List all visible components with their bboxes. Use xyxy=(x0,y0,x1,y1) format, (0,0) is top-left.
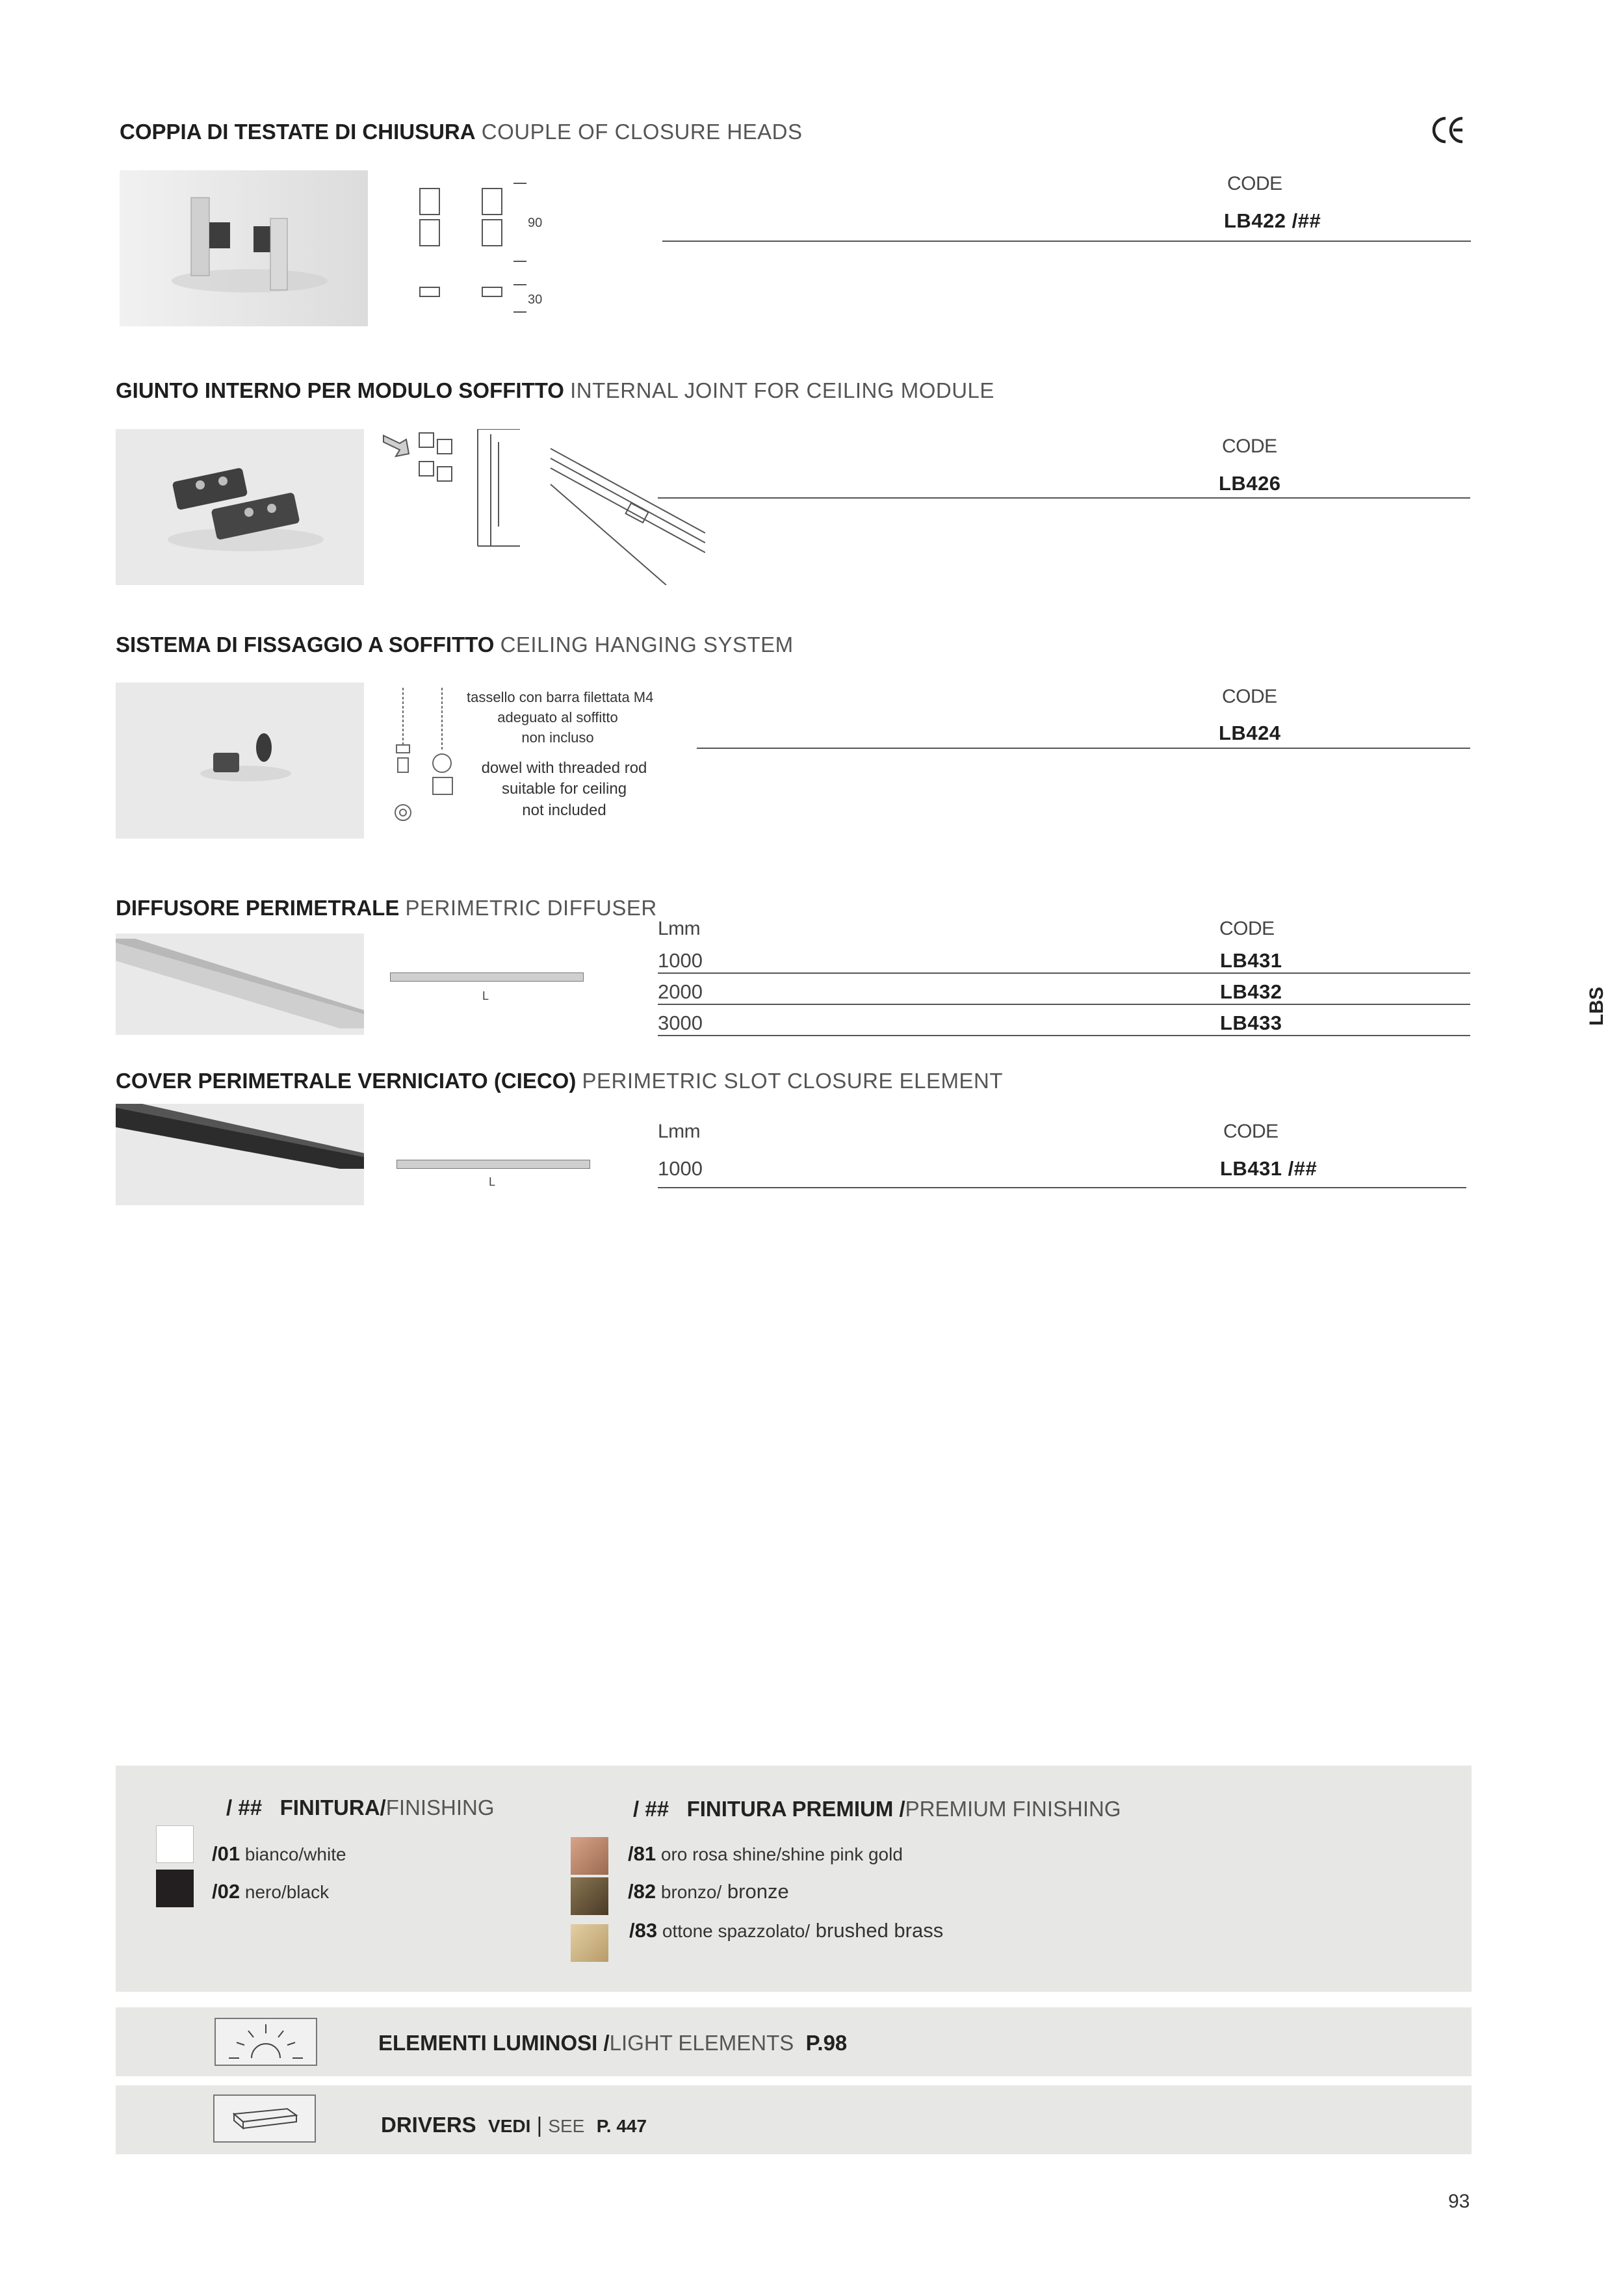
code-label: CODE xyxy=(1219,918,1275,939)
ce-mark-icon xyxy=(1430,112,1466,148)
bar-page-ref: P. 447 xyxy=(596,2116,647,2136)
finish-item-83 xyxy=(629,1919,943,1942)
finishing-premium-title xyxy=(633,1797,1121,1821)
section-title-internal-joint xyxy=(116,378,994,403)
note-line: non incluso xyxy=(521,729,594,746)
technical-drawing-closure-heads xyxy=(409,182,559,319)
finish-name: nero/black xyxy=(244,1882,330,1902)
product-photo-hanging-system xyxy=(116,683,364,839)
product-code: LB424 xyxy=(1219,722,1281,744)
finish-item-81 xyxy=(628,1842,903,1866)
code-label: CODE xyxy=(1227,173,1282,194)
technical-drawing-internal-joint xyxy=(380,429,705,585)
bar-title-it: ELEMENTI LUMINOSI / xyxy=(378,2031,610,2055)
title-en: COUPLE OF CLOSURE HEADS xyxy=(481,120,803,144)
title-it: SISTEMA DI FISSAGGIO A SOFFITTO xyxy=(116,633,495,657)
drivers-bar[interactable] xyxy=(116,2085,1472,2154)
dim-length-label: L xyxy=(489,1175,496,1188)
product-photo-slot-cover xyxy=(116,1104,364,1205)
technical-drawing-hanging-system xyxy=(389,686,460,829)
divider xyxy=(658,972,1470,974)
swatch-black xyxy=(156,1870,194,1907)
section-title-diffuser xyxy=(116,896,657,920)
product-photo-closure-heads xyxy=(120,170,368,326)
driver-icon xyxy=(213,2094,316,2143)
bar-vedi: VEDI xyxy=(488,2116,531,2136)
finish-name-en: bronze xyxy=(721,1880,789,1903)
divider xyxy=(697,748,1470,749)
finish-item-01 xyxy=(212,1842,346,1866)
light-elements-label[interactable] xyxy=(378,2031,847,2055)
product-code: LB431 /## xyxy=(1220,1157,1318,1180)
product-code: LB433 xyxy=(1220,1011,1282,1034)
code-label: CODE xyxy=(1222,436,1277,457)
product-code: LB426 xyxy=(1219,472,1281,495)
finish-name-it: oro rosa shine/ xyxy=(660,1844,782,1864)
section-title-closure-heads xyxy=(120,120,803,144)
finish-name-en: brushed brass xyxy=(810,1919,944,1942)
divider xyxy=(658,1187,1466,1188)
swatch-pink-gold xyxy=(571,1837,608,1875)
drivers-label[interactable] xyxy=(381,2113,647,2137)
divider xyxy=(658,497,1470,499)
note-line: tassello con barra filettata M4 xyxy=(467,689,654,705)
bar-see: SEE xyxy=(548,2116,585,2136)
finish-prefix: / ## xyxy=(226,1795,263,1820)
note-line: suitable for ceiling xyxy=(501,780,627,798)
light-elements-icon xyxy=(214,2018,317,2066)
length-value: 1000 xyxy=(658,949,703,972)
finish-code: /01 xyxy=(212,1842,240,1865)
section-title-slot-cover xyxy=(116,1069,1003,1093)
divider xyxy=(662,241,1471,242)
slot-cover-profile-drawing xyxy=(396,1160,590,1169)
dim-depth: 30 xyxy=(528,293,543,307)
bar-separator: | xyxy=(530,2113,549,2137)
product-code: LB432 xyxy=(1220,980,1282,1003)
finish-code: /83 xyxy=(629,1919,658,1942)
product-photo-diffuser xyxy=(116,933,364,1035)
length-value: 3000 xyxy=(658,1011,703,1034)
finish-title-it: FINITURA/ xyxy=(279,1795,386,1820)
finish-code: /02 xyxy=(212,1880,240,1903)
finish-prefix: / ## xyxy=(633,1797,669,1821)
finish-item-82 xyxy=(628,1880,789,1903)
finish-title-en: FINISHING xyxy=(385,1795,495,1820)
note-line: dowel with threaded rod xyxy=(481,759,647,777)
section-title-hanging-system xyxy=(116,633,794,657)
title-it: COPPIA DI TESTATE DI CHIUSURA xyxy=(120,120,476,144)
divider xyxy=(658,1035,1470,1036)
finish-name-it: ottone spazzolato/ xyxy=(662,1921,811,1941)
title-en: CEILING HANGING SYSTEM xyxy=(500,633,794,657)
code-label: CODE xyxy=(1223,1121,1279,1142)
bar-page-ref: P.98 xyxy=(805,2031,848,2055)
title-it: DIFFUSORE PERIMETRALE xyxy=(116,896,400,920)
bar-title-en: LIGHT ELEMENTS xyxy=(609,2031,794,2055)
finish-code: /81 xyxy=(628,1842,656,1865)
finish-name-en: shine pink gold xyxy=(781,1844,903,1864)
product-photo-internal-joint xyxy=(116,429,364,585)
note-it xyxy=(467,688,654,748)
finish-code: /82 xyxy=(628,1880,656,1903)
finish-name: bianco/white xyxy=(244,1844,346,1864)
title-en: INTERNAL JOINT FOR CEILING MODULE xyxy=(570,378,994,402)
product-code: LB431 xyxy=(1220,949,1282,972)
finish-title-it: FINITURA PREMIUM / xyxy=(686,1797,905,1821)
swatch-brushed-brass xyxy=(571,1924,608,1962)
title-it: COVER PERIMETRALE VERNICIATO (CIECO) xyxy=(116,1069,577,1093)
dim-height: 90 xyxy=(528,216,543,230)
length-label: Lmm xyxy=(658,918,701,939)
finish-name-it: bronzo/ xyxy=(660,1882,722,1902)
swatch-white xyxy=(156,1825,194,1863)
swatch-bronze xyxy=(571,1877,608,1915)
finish-title-en: PREMIUM FINISHING xyxy=(905,1797,1121,1821)
title-it: GIUNTO INTERNO PER MODULO SOFFITTO xyxy=(116,378,564,402)
diffuser-profile-drawing xyxy=(390,972,584,982)
finishing-standard-title xyxy=(226,1795,495,1820)
title-en: PERIMETRIC SLOT CLOSURE ELEMENT xyxy=(582,1069,1004,1093)
length-value: 1000 xyxy=(658,1157,703,1180)
divider xyxy=(658,1004,1470,1005)
product-code: LB422 /## xyxy=(1224,209,1321,232)
side-tab-label: LBS xyxy=(1586,987,1607,1026)
code-label: CODE xyxy=(1222,686,1277,707)
note-line: not included xyxy=(522,801,606,819)
title-en: PERIMETRIC DIFFUSER xyxy=(405,896,657,920)
page-number: 93 xyxy=(1448,2191,1470,2212)
bar-title: DRIVERS xyxy=(381,2113,476,2137)
dim-length-label: L xyxy=(482,989,489,1002)
finish-item-02 xyxy=(212,1880,329,1903)
note-line: adeguato al soffitto xyxy=(497,709,618,725)
note-en xyxy=(473,758,655,821)
length-value: 2000 xyxy=(658,980,703,1003)
length-label: Lmm xyxy=(658,1121,701,1142)
